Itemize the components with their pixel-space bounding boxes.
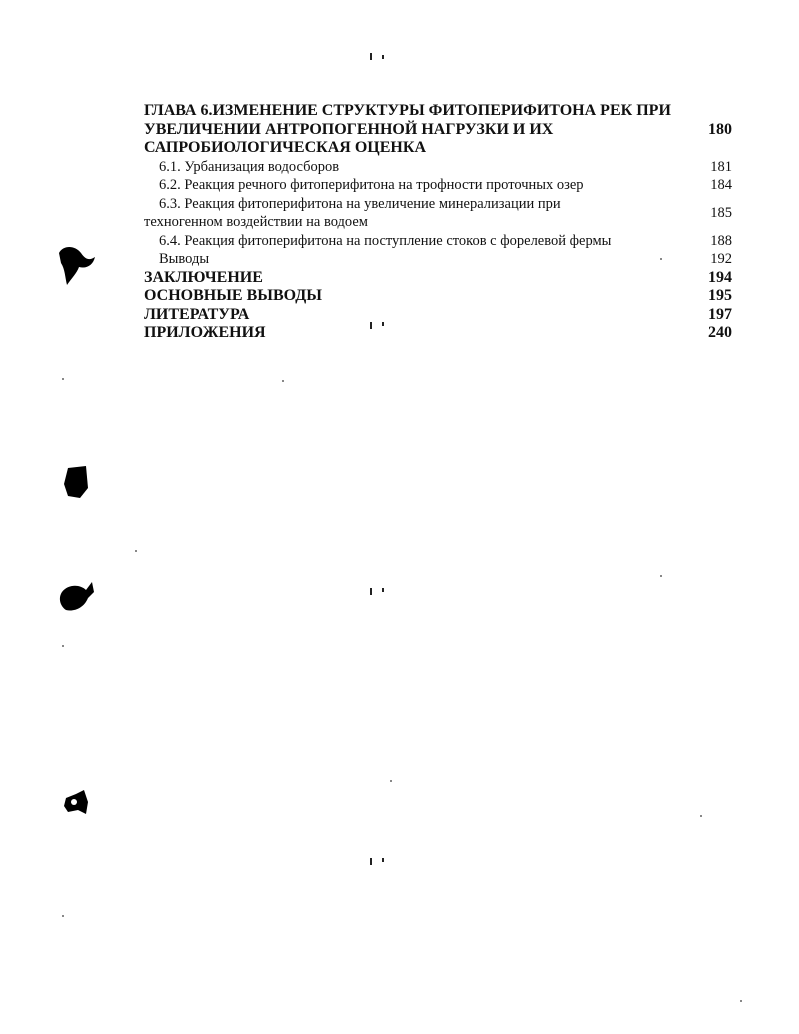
speck xyxy=(740,1000,742,1002)
binding-mark xyxy=(370,322,372,329)
binding-mark xyxy=(370,53,372,60)
chapter-title-line2: УВЕЛИЧЕНИИ АНТРОПОГЕННОЙ НАГРУЗКИ И ИХ xyxy=(144,120,554,138)
speck xyxy=(62,378,64,380)
toc-entry-6-3 xyxy=(144,195,732,232)
section-title: Выводы xyxy=(159,251,210,267)
binding-mark xyxy=(382,55,384,59)
entry-title: ЗАКЛЮЧЕНИЕ xyxy=(144,268,263,286)
toc-entry-6-1 xyxy=(144,158,732,177)
toc-entry-6-2 xyxy=(144,176,732,195)
speck xyxy=(660,258,662,260)
chapter-title-line3: САПРОБИОЛОГИЧЕСКАЯ ОЦЕНКА xyxy=(144,139,426,156)
chapter-title-line1: ГЛАВА 6.ИЗМЕНЕНИЕ СТРУКТУРЫ ФИТОПЕРИФИТОНА РЕК ПРИ xyxy=(144,102,671,119)
toc-entry-osnovnye-vyvody xyxy=(144,287,732,306)
page-number: 185 xyxy=(710,204,732,221)
entry-title: ПРИЛОЖЕНИЯ xyxy=(144,324,266,341)
toc-entry-conclusions xyxy=(144,250,732,269)
page-number: 197 xyxy=(708,305,732,323)
toc-entry-literatura xyxy=(144,306,732,325)
speck xyxy=(135,550,137,552)
page-number: 184 xyxy=(710,177,732,193)
page-number: 188 xyxy=(710,232,732,249)
page-number: 192 xyxy=(710,251,732,267)
page-number: 181 xyxy=(710,158,732,175)
toc-entry-zaklyuchenie xyxy=(144,269,732,288)
binding-mark xyxy=(370,588,372,595)
toc-entry-6-4 xyxy=(144,232,732,251)
ink-blot-1 xyxy=(55,243,100,288)
section-title: 6.2. Реакция речного фитоперифитона на трофности проточных озер xyxy=(159,177,584,193)
page-number: 194 xyxy=(708,268,732,286)
section-title xyxy=(144,195,692,232)
section-title-line2: техногенном воздействии на водоем xyxy=(144,214,368,230)
table-of-contents xyxy=(144,102,732,343)
toc-entry-prilozheniya xyxy=(144,324,732,343)
speck xyxy=(390,780,392,782)
page-number: 195 xyxy=(708,287,732,304)
toc-entry-chapter-6 xyxy=(144,102,732,158)
section-title-line1: 6.3. Реакция фитоперифитона на увеличение минерализации при xyxy=(159,195,561,212)
speck xyxy=(62,645,64,647)
binding-mark xyxy=(382,858,384,862)
chapter-title xyxy=(144,102,692,158)
ink-blot-4 xyxy=(62,788,92,816)
section-title: 6.1. Урбанизация водосборов xyxy=(159,158,340,175)
binding-mark xyxy=(382,322,384,326)
ink-blot-3 xyxy=(56,578,98,614)
page-number: 180 xyxy=(708,120,732,138)
speck xyxy=(62,915,64,917)
entry-title: ЛИТЕРАТУРА xyxy=(144,305,250,323)
ink-blot-2 xyxy=(62,464,92,500)
binding-mark xyxy=(382,588,384,592)
speck xyxy=(700,815,702,817)
binding-mark xyxy=(370,858,372,865)
speck xyxy=(282,380,284,382)
section-title: 6.4. Реакция фитоперифитона на поступление стоков с форелевой фермы xyxy=(159,232,612,249)
entry-title: ОСНОВНЫЕ ВЫВОДЫ xyxy=(144,287,323,304)
page-number: 240 xyxy=(708,324,732,341)
speck xyxy=(660,575,662,577)
